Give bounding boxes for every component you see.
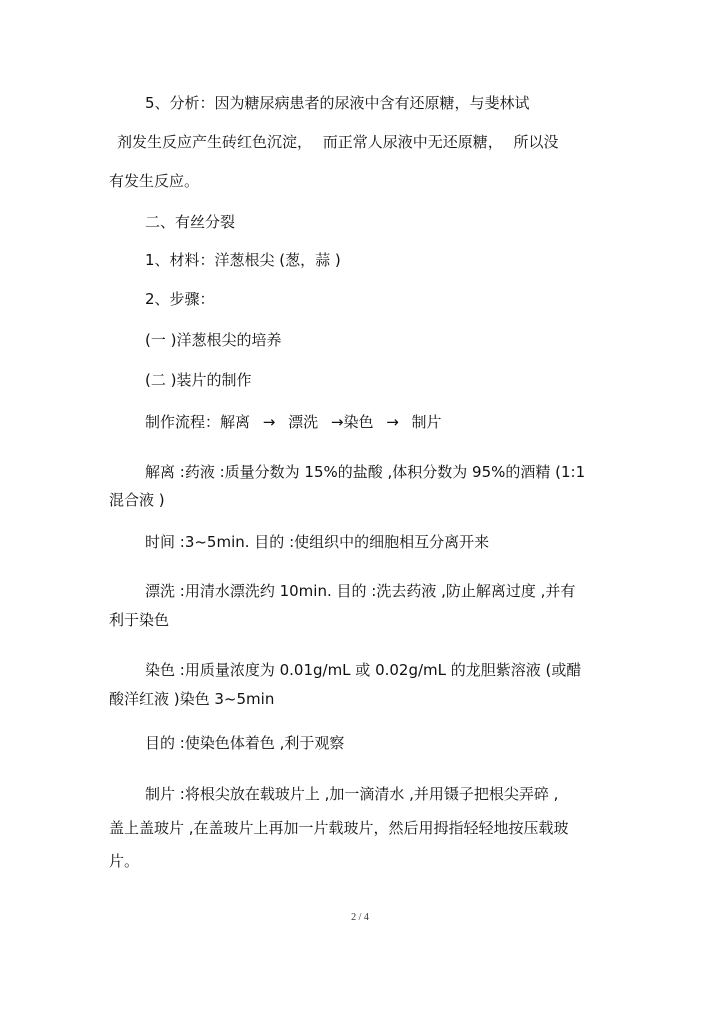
text-line-step-one: (一 )洋葱根尖的培养 [145, 331, 282, 349]
text-line-stain-cont: 酸洋红液 )染色 3~5min [109, 690, 275, 708]
text-line-dissociation: 解离 :药液 :质量分数为 15%的盐酸 ,体积分数为 95%的酒精 (1:1 [145, 463, 586, 481]
text-line-mount: 制片 :将根尖放在载玻片上 ,加一滴清水 ,并用镊子把根尖弄碎 , [145, 785, 559, 803]
text-line-mount-end: 片。 [109, 852, 140, 870]
text-line-dissociation-cont: 混合液 ) [109, 491, 165, 509]
text-line-2: 剂发生反应产生砖红色沉淀， 而正常人尿液中无还原糖， 所以没 [117, 133, 559, 151]
text-line-step-two: (二 )装片的制作 [145, 371, 252, 389]
page-number: 2 / 4 [351, 912, 369, 923]
text-line-3: 有发生反应。 [109, 172, 200, 190]
text-line-process-flow: 制作流程：解离 → 漂洗 →染色 → 制片 [145, 413, 442, 431]
text-line-purpose: 目的 :使染色体着色 ,利于观察 [145, 734, 345, 752]
text-line-steps: 2、步骤： [145, 290, 215, 308]
text-line-stain: 染色 :用质量浓度为 0.01g/mL 或 0.02g/mL 的龙胆紫溶液 (或醋 [145, 661, 582, 679]
text-line-mount-cont: 盖上盖玻片 ,在盖玻片上再加一片载玻片，然后用拇指轻轻地按压载玻 [109, 819, 569, 837]
text-line-1: 5、分析：因为糖尿病患者的尿液中含有还原糖，与斐林试 [145, 94, 530, 112]
text-line-rinse: 漂洗 :用清水漂洗约 10min. 目的 :洗去药液 ,防止解离过度 ,并有 [145, 582, 576, 600]
text-line-materials: 1、材料：洋葱根尖 (葱，蒜 ) [145, 251, 341, 269]
section-heading-mitosis: 二、有丝分裂 [145, 213, 236, 231]
text-line-time: 时间 :3~5min. 目的 :使组织中的细胞相互分离开来 [145, 533, 490, 551]
text-line-rinse-cont: 利于染色 [109, 611, 170, 629]
